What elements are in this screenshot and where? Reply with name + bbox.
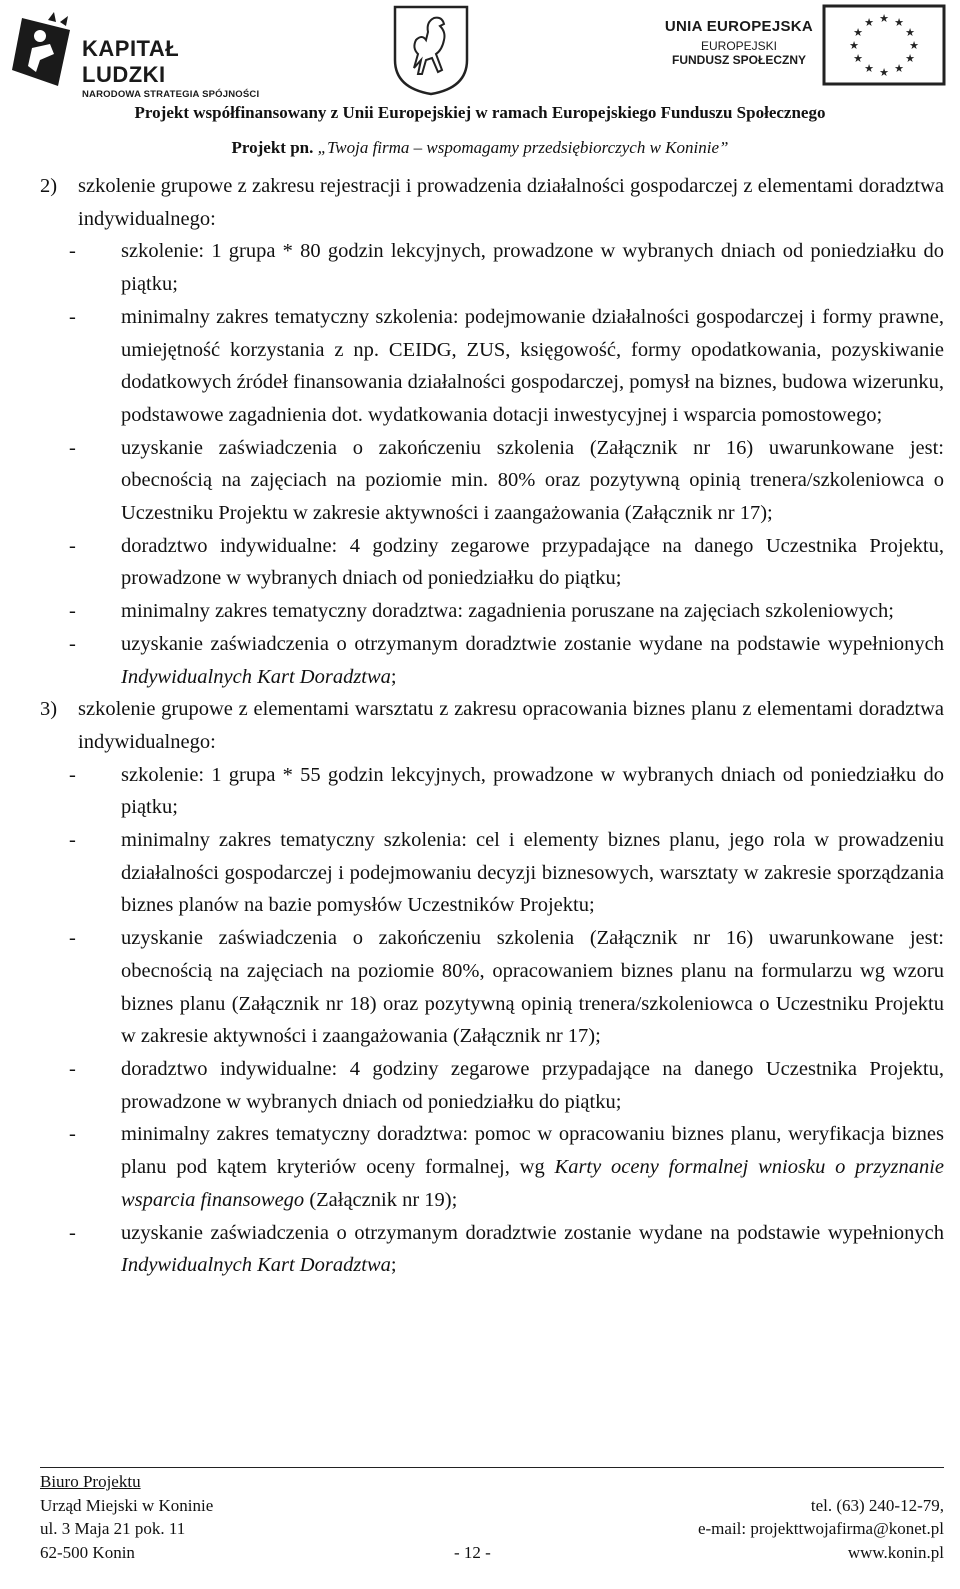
- page-footer: [40, 1470, 944, 1564]
- footer-institution: Urząd Miejski w Koninie: [40, 1495, 214, 1515]
- bullet-text: [121, 1118, 944, 1216]
- project-prefix: Projekt pn.: [231, 138, 314, 157]
- bullet-text: doradztwo indywidualne: 4 godziny zegarowe przypadające na danego Uczestnika Projektu, prowadzone w wybranych dniach od poniedziałku do piątku;: [121, 1057, 944, 1113]
- list-item-2: [40, 170, 944, 235]
- footer-postal-code: 62-500 Konin: [40, 1542, 135, 1562]
- svg-text:★: ★: [864, 16, 874, 29]
- list-number: 2): [40, 175, 58, 197]
- svg-text:★: ★: [894, 16, 904, 29]
- project-name-line: [0, 138, 960, 158]
- bullet-text-end: ;: [390, 1254, 397, 1277]
- bullet-dash: -: [69, 829, 76, 852]
- svg-text:★: ★: [849, 39, 859, 52]
- svg-text:★: ★: [879, 12, 889, 25]
- footer-row: [40, 1494, 944, 1518]
- bullet-dash: -: [69, 240, 76, 263]
- coat-of-arms-horse-icon: [392, 4, 470, 96]
- bullet-text-main: uzyskanie zaświadczenia o otrzymanym doradztwie zostanie wydane na podstawie wypełnionych: [121, 632, 944, 655]
- bullet-item: [40, 530, 944, 595]
- svg-text:★: ★: [894, 62, 904, 75]
- footer-row: [40, 1470, 944, 1494]
- footer-divider: [40, 1467, 944, 1468]
- bullet-dash: -: [69, 600, 76, 623]
- kapital-ludzki-title: KAPITAŁ LUDZKI: [82, 36, 180, 87]
- svg-text:★: ★: [905, 26, 915, 39]
- bullet-dash: -: [69, 1057, 76, 1080]
- bullet-text-main: uzyskanie zaświadczenia o otrzymanym doradztwie zostanie wydane na podstawie wypełnionych: [121, 1221, 944, 1244]
- footer-website: www.konin.pl: [847, 1542, 944, 1562]
- bullet-item: [40, 301, 944, 432]
- svg-text:★: ★: [864, 62, 874, 75]
- eu-line3: FUNDUSZ SPOŁECZNY: [671, 53, 806, 67]
- eu-line2: EUROPEJSKI: [700, 39, 778, 53]
- svg-text:★: ★: [853, 26, 863, 39]
- bullet-dash: -: [69, 436, 76, 459]
- bullet-text: minimalny zakres tematyczny szkolenia: cel i elementy biznes planu, jego rola w prowadzeniu działalności gospodarczej i podejmowaniu decyzji biznesowych, warsztaty w zakresie sporządzania biznes planów na bazie pomysłów Uczestników Projektu;: [121, 829, 944, 917]
- bullet-item: [40, 1118, 944, 1216]
- bullet-text: szkolenie: 1 grupa * 80 godzin lekcyjnych, prowadzone w wybranych dniach od poniedziałku do piątku;: [121, 240, 944, 296]
- bullet-item: [40, 1053, 944, 1118]
- bullet-text: [121, 628, 944, 693]
- bullet-text-italic: Indywidualnych Kart Doradztwa: [121, 665, 391, 688]
- eu-title: UNIA EUROPEJSKA: [664, 18, 814, 35]
- bullet-text: minimalny zakres tematyczny doradztwa: zagadnienia poruszane na zajęciach szkoleniowych;: [121, 600, 894, 623]
- kapital-ludzki-logo: [10, 8, 260, 100]
- bullet-text-italic: Karty oceny formalnej wniosku o przyznanie wsparcia finansowego: [121, 1156, 945, 1211]
- document-body: [40, 170, 944, 1282]
- list-item-text: szkolenie grupowe z zakresu rejestracji i prowadzenia działalności gospodarczej z elementami doradztwa indywidualnego:: [78, 175, 944, 230]
- bullet-text-end: (Załącznik nr 19);: [304, 1188, 458, 1211]
- bullet-text-italic: Indywidualnych Kart Doradztwa: [121, 1254, 391, 1277]
- footer-office: Biuro Projektu: [40, 1472, 141, 1491]
- bullet-dash: -: [69, 534, 76, 557]
- project-name: „Twoja firma – wspomagamy przedsiębiorczych w Koninie”: [317, 138, 729, 157]
- bullet-text-end: ;: [390, 665, 397, 688]
- bullet-item: [40, 628, 944, 693]
- cofinance-line: Projekt współfinansowany z Unii Europejskiej w ramach Europejskiego Funduszu Społecznego: [134, 103, 826, 122]
- svg-text:★: ★: [909, 39, 919, 52]
- list-number: 3): [40, 698, 58, 721]
- header-logos: [0, 0, 960, 100]
- bullet-dash: -: [69, 763, 76, 786]
- svg-text:★: ★: [879, 66, 889, 79]
- bullet-dash: -: [69, 632, 76, 655]
- page-number: - 12 -: [454, 1542, 491, 1562]
- svg-text:★: ★: [853, 52, 863, 65]
- bullet-item: [40, 759, 944, 824]
- bullet-text: szkolenie: 1 grupa * 55 godzin lekcyjnych, prowadzone w wybranych dniach od poniedziałku do piątku;: [121, 763, 944, 819]
- bullet-dash: -: [69, 927, 76, 950]
- bullet-dash: -: [69, 305, 76, 328]
- footer-address: ul. 3 Maja 21 pok. 11: [40, 1519, 186, 1538]
- eu-flag-icon: [822, 4, 946, 86]
- bullet-item: [40, 595, 944, 628]
- bullet-dash: -: [69, 1123, 76, 1146]
- eu-text-block: [664, 18, 814, 67]
- footer-email: e-mail: projekttwojafirma@konet.pl: [697, 1519, 944, 1538]
- bullet-item: [40, 922, 944, 1053]
- bullet-text: doradztwo indywidualne: 4 godziny zegarowe przypadające na danego Uczestnika Projektu, prowadzone w wybranych dniach od poniedziałku do piątku;: [121, 534, 944, 590]
- footer-row: [40, 1517, 944, 1541]
- svg-text:★: ★: [905, 52, 915, 65]
- kapital-ludzki-subtitle: NARODOWA STRATEGIA SPÓJNOŚCI: [82, 89, 260, 100]
- bullet-item: [40, 235, 944, 300]
- footer-row: [40, 1541, 944, 1565]
- bullet-item: [40, 1217, 944, 1282]
- bullet-item: [40, 432, 944, 530]
- footer-phone: tel. (63) 240-12-79,: [810, 1495, 944, 1515]
- list-item-text: szkolenie grupowe z elementami warsztatu z zakresu opracowania biznes planu z elementami doradztwa indywidualnego:: [78, 698, 944, 753]
- bullet-text: uzyskanie zaświadczenia o zakończeniu szkolenia (Załącznik nr 16) uwarunkowane jest: obecnością na zajęciach na poziomie 80%, opracowaniem biznes planu na formularzu wg wzoru biznes planu (Załącznik nr 18) oraz pozytywną opinią trenera/szkoleniowca o Uczestniku Projektu w zakresie aktywności i zaangażowania (Załącznik nr 17);: [121, 927, 944, 1048]
- kapital-ludzki-emblem-icon: [10, 8, 76, 88]
- bullet-text: minimalny zakres tematyczny szkolenia: podejmowanie działalności gospodarczej i formy prawne, umiejętność korzystania z np. CEIDG, ZUS, księgowość, formy opodatkowania, pozyskiwanie dodatkowych źródeł finansowania działalności gospodarczej, pomysł na biznes, budowa wizerunku, podstawowe zagadnienia dot. wydatkowania dotacji inwestycyjnej i wsparcia pomostowego;: [121, 305, 944, 426]
- bullet-text-main: minimalny zakres tematyczny doradztwa: pomoc w opracowaniu biznes planu, weryfikacja biznes planu pod kątem kryteriów oceny formalnej, wg: [121, 1123, 944, 1179]
- list-item-3: [40, 693, 944, 758]
- bullet-dash: -: [69, 1221, 76, 1244]
- bullet-item: [40, 824, 944, 922]
- bullet-text: uzyskanie zaświadczenia o zakończeniu szkolenia (Załącznik nr 16) uwarunkowane jest: obecnością na zajęciach na poziomie min. 80% oraz pozytywną opinią trenera/szkoleniowca o Uczestniku Projektu w zakresie aktywności i zaangażowania (Załącznik nr 17);: [121, 436, 944, 525]
- bullet-text: [121, 1217, 944, 1282]
